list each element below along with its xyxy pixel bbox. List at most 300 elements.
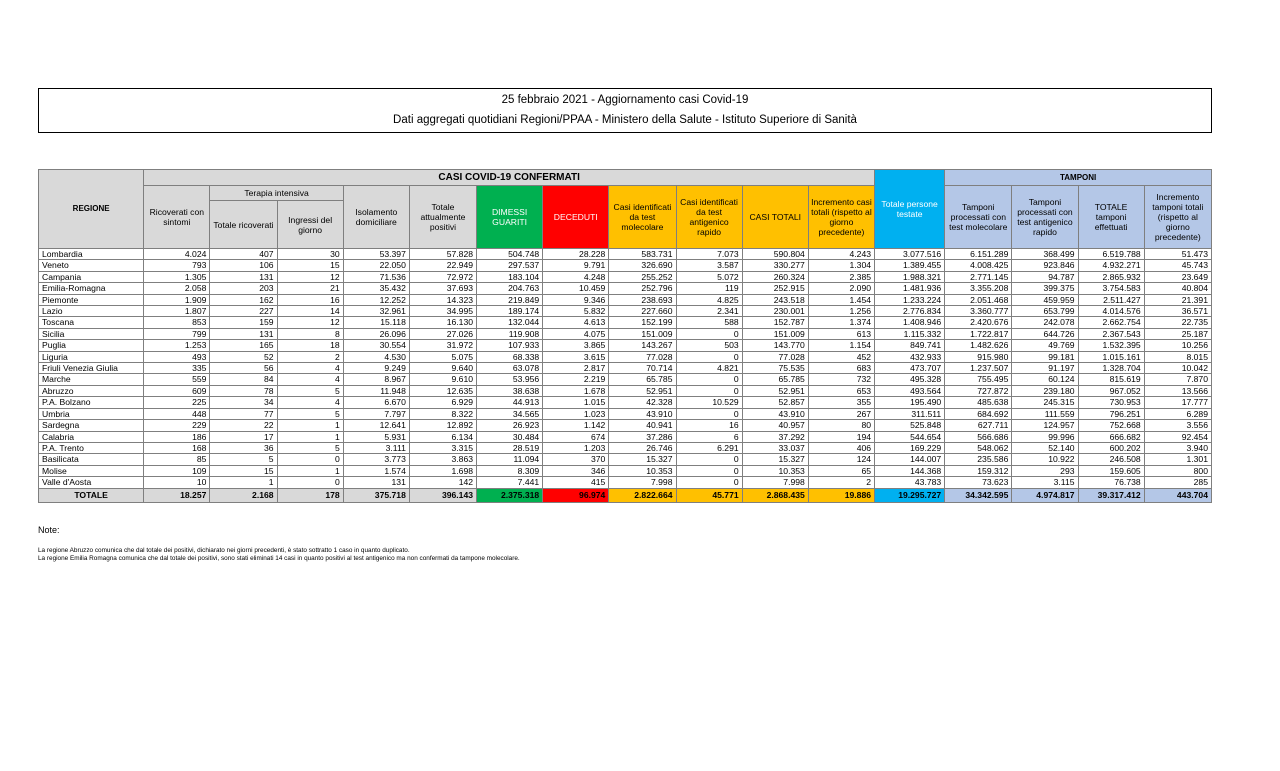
cell-totale-ricoverati: 77	[210, 408, 277, 419]
cell-tamponi-totale: 159.605	[1078, 465, 1144, 476]
cell-casi-molecolare: 10.353	[609, 465, 676, 476]
cell-ricoverati: 85	[144, 454, 210, 465]
cell-persone-testate: 43.783	[875, 477, 945, 488]
cell-deceduti: 5.832	[543, 306, 609, 317]
cell-dimessi-guariti: 2.375.318	[477, 488, 543, 502]
cell-ingressi: 14	[277, 306, 343, 317]
cell-totale-ricoverati: 407	[210, 249, 277, 260]
cell-ingressi: 4	[277, 374, 343, 385]
cell-casi-totali: 330.277	[742, 260, 808, 271]
cell-casi-molecolare: 238.693	[609, 294, 676, 305]
cell-casi-antigenico: 0	[676, 351, 742, 362]
cell-incremento-casi: 732	[808, 374, 874, 385]
col-header-attualmente-positivi: Totale attualmente positivi	[409, 186, 476, 249]
cell-casi-totali: 590.804	[742, 249, 808, 260]
cell-tamponi-antigenico: 242.078	[1012, 317, 1078, 328]
cell-attualmente-positivi: 14.323	[409, 294, 476, 305]
cell-deceduti: 1.142	[543, 420, 609, 431]
table-row	[39, 294, 1212, 305]
cell-isolamento: 71.536	[343, 271, 409, 282]
cell-tamponi-molecolare: 3.355.208	[945, 283, 1012, 294]
cell-tamponi-totale: 730.953	[1078, 397, 1144, 408]
cell-deceduti: 4.613	[543, 317, 609, 328]
cell-totale-ricoverati: 159	[210, 317, 277, 328]
cell-isolamento: 131	[343, 477, 409, 488]
col-header-persone-testate: Totale persone testate	[875, 170, 945, 249]
cell-tamponi-totale: 967.052	[1078, 385, 1144, 396]
cell-tamponi-antigenico: 99.181	[1012, 351, 1078, 362]
cell-deceduti: 3.865	[543, 340, 609, 351]
cell-dimessi-guariti: 68.338	[477, 351, 543, 362]
cell-persone-testate: 495.328	[875, 374, 945, 385]
cell-incremento-casi: 80	[808, 420, 874, 431]
cell-tamponi-antigenico: 923.846	[1012, 260, 1078, 271]
cell-persone-testate: 195.490	[875, 397, 945, 408]
cell-isolamento: 4.530	[343, 351, 409, 362]
col-header-tamponi-antigenico: Tamponi processati con test antigenico rapido	[1012, 186, 1078, 249]
cell-ingressi: 1	[277, 431, 343, 442]
cell-regione: P.A. Bolzano	[39, 397, 144, 408]
cell-attualmente-positivi: 396.143	[409, 488, 476, 502]
cell-tamponi-totale: 2.662.754	[1078, 317, 1144, 328]
cell-dimessi-guariti: 28.519	[477, 442, 543, 453]
cell-attualmente-positivi: 34.995	[409, 306, 476, 317]
cell-ricoverati: 335	[144, 363, 210, 374]
cell-casi-molecolare: 2.822.664	[609, 488, 676, 502]
cell-casi-totali: 7.998	[742, 477, 808, 488]
col-header-dimessi-guariti: DIMESSI GUARITI	[477, 186, 543, 249]
cell-isolamento: 7.797	[343, 408, 409, 419]
cell-persone-testate: 144.368	[875, 465, 945, 476]
cell-tamponi-antigenico: 245.315	[1012, 397, 1078, 408]
cell-isolamento: 375.718	[343, 488, 409, 502]
cell-persone-testate: 311.511	[875, 408, 945, 419]
cell-tamponi-totale: 666.682	[1078, 431, 1144, 442]
table-row	[39, 283, 1212, 294]
cell-regione: Marche	[39, 374, 144, 385]
cell-tamponi-molecolare: 548.062	[945, 442, 1012, 453]
cell-incremento-casi: 267	[808, 408, 874, 419]
cell-tamponi-totale: 600.202	[1078, 442, 1144, 453]
cell-incremento-tamponi: 10.042	[1144, 363, 1211, 374]
cell-ricoverati: 1.807	[144, 306, 210, 317]
notes-title: Note:	[38, 525, 60, 535]
cell-incremento-tamponi: 3.940	[1144, 442, 1211, 453]
note-line: La regione Emilia Romagna comunica che dal totale dei positivi, sono stati eliminati 14 casi in quanto positivi al test antigenico ma non confermati da tampone molecolare.	[38, 555, 520, 562]
band-tamponi: TAMPONI	[945, 170, 1212, 186]
cell-isolamento: 12.252	[343, 294, 409, 305]
table-row	[39, 454, 1212, 465]
cell-dimessi-guariti: 34.565	[477, 408, 543, 419]
cell-tamponi-molecolare: 566.686	[945, 431, 1012, 442]
cell-deceduti: 415	[543, 477, 609, 488]
cell-dimessi-guariti: 63.078	[477, 363, 543, 374]
cell-dimessi-guariti: 44.913	[477, 397, 543, 408]
cell-deceduti: 9.346	[543, 294, 609, 305]
cell-incremento-tamponi: 17.777	[1144, 397, 1211, 408]
cell-casi-totali: 65.785	[742, 374, 808, 385]
cell-attualmente-positivi: 12.635	[409, 385, 476, 396]
cell-totale-ricoverati: 17	[210, 431, 277, 442]
cell-casi-antigenico: 0	[676, 374, 742, 385]
cell-persone-testate: 849.741	[875, 340, 945, 351]
cell-casi-totali: 252.915	[742, 283, 808, 294]
cell-regione: Lazio	[39, 306, 144, 317]
cell-incremento-tamponi: 1.301	[1144, 454, 1211, 465]
cell-ingressi: 21	[277, 283, 343, 294]
cell-tamponi-antigenico: 368.499	[1012, 249, 1078, 260]
note-line: La regione Abruzzo comunica che dal totale dei positivi, dichiarato nei giorni precedenti, è stato sottratto 1 caso in quanto duplicato.	[38, 547, 410, 554]
cell-attualmente-positivi: 22.949	[409, 260, 476, 271]
cell-tamponi-molecolare: 1.237.507	[945, 363, 1012, 374]
cell-tamponi-totale: 6.519.788	[1078, 249, 1144, 260]
cell-casi-antigenico: 0	[676, 408, 742, 419]
cell-regione: Basilicata	[39, 454, 144, 465]
cell-regione: Sardegna	[39, 420, 144, 431]
col-header-isolamento: Isolamento domiciliare	[343, 186, 409, 249]
report-subtitle: Dati aggregati quotidiani Regioni/PPAA - Ministero della Salute - Istituto Superiore di Sanità	[393, 114, 857, 126]
col-header-incremento-casi: Incremento casi totali (rispetto al giorno precedente)	[808, 186, 874, 249]
col-header-ricoverati: Ricoverati con sintomi	[144, 186, 210, 249]
cell-isolamento: 3.773	[343, 454, 409, 465]
cell-casi-totali: 43.910	[742, 408, 808, 419]
cell-tamponi-antigenico: 99.996	[1012, 431, 1078, 442]
cell-persone-testate: 2.776.834	[875, 306, 945, 317]
cell-casi-molecolare: 43.910	[609, 408, 676, 419]
cell-tamponi-totale: 4.932.271	[1078, 260, 1144, 271]
cell-attualmente-positivi: 8.322	[409, 408, 476, 419]
cell-casi-antigenico: 503	[676, 340, 742, 351]
cell-dimessi-guariti: 107.933	[477, 340, 543, 351]
cell-attualmente-positivi: 27.026	[409, 328, 476, 339]
cell-persone-testate: 473.707	[875, 363, 945, 374]
table-row	[39, 351, 1212, 362]
cell-casi-totali: 52.857	[742, 397, 808, 408]
notes-section	[38, 525, 520, 563]
cell-isolamento: 30.554	[343, 340, 409, 351]
cell-deceduti: 4.248	[543, 271, 609, 282]
cell-isolamento: 5.931	[343, 431, 409, 442]
cell-casi-antigenico: 0	[676, 465, 742, 476]
cell-incremento-casi: 2.090	[808, 283, 874, 294]
cell-deceduti: 3.615	[543, 351, 609, 362]
cell-ricoverati: 109	[144, 465, 210, 476]
cell-tamponi-antigenico: 52.140	[1012, 442, 1078, 453]
cell-ingressi: 18	[277, 340, 343, 351]
cell-incremento-tamponi: 3.556	[1144, 420, 1211, 431]
table-row	[39, 385, 1212, 396]
cell-casi-antigenico: 10.529	[676, 397, 742, 408]
table-total-row	[39, 488, 1212, 502]
cell-casi-antigenico: 119	[676, 283, 742, 294]
cell-totale-ricoverati: 52	[210, 351, 277, 362]
cell-persone-testate: 1.481.936	[875, 283, 945, 294]
cell-totale-ricoverati: 22	[210, 420, 277, 431]
cell-attualmente-positivi: 9.610	[409, 374, 476, 385]
table-row	[39, 317, 1212, 328]
cell-totale-ricoverati: 36	[210, 442, 277, 453]
cell-tamponi-antigenico: 91.197	[1012, 363, 1078, 374]
cell-totale-ricoverati: 203	[210, 283, 277, 294]
cell-tamponi-antigenico: 4.974.817	[1012, 488, 1078, 502]
cell-deceduti: 96.974	[543, 488, 609, 502]
col-header-casi-totali: CASI TOTALI	[742, 186, 808, 249]
table-row	[39, 340, 1212, 351]
table-row	[39, 477, 1212, 488]
cell-isolamento: 12.641	[343, 420, 409, 431]
cell-ingressi: 1	[277, 465, 343, 476]
cell-regione: Toscana	[39, 317, 144, 328]
covid-data-table	[38, 169, 1212, 503]
cell-incremento-tamponi: 23.649	[1144, 271, 1211, 282]
table-row	[39, 431, 1212, 442]
cell-incremento-casi: 1.154	[808, 340, 874, 351]
cell-attualmente-positivi: 3.315	[409, 442, 476, 453]
table-row	[39, 260, 1212, 271]
cell-casi-totali: 243.518	[742, 294, 808, 305]
cell-casi-antigenico: 0	[676, 385, 742, 396]
cell-attualmente-positivi: 5.075	[409, 351, 476, 362]
cell-incremento-casi: 1.304	[808, 260, 874, 271]
cell-isolamento: 11.948	[343, 385, 409, 396]
cell-casi-antigenico: 7.073	[676, 249, 742, 260]
cell-incremento-casi: 355	[808, 397, 874, 408]
cell-persone-testate: 544.654	[875, 431, 945, 442]
cell-casi-totali: 151.009	[742, 328, 808, 339]
cell-incremento-casi: 452	[808, 351, 874, 362]
cell-deceduti: 1.678	[543, 385, 609, 396]
cell-dimessi-guariti: 53.956	[477, 374, 543, 385]
table-row	[39, 442, 1212, 453]
cell-attualmente-positivi: 31.972	[409, 340, 476, 351]
cell-incremento-tamponi: 285	[1144, 477, 1211, 488]
cell-ingressi: 12	[277, 317, 343, 328]
cell-totale-ricoverati: 84	[210, 374, 277, 385]
cell-dimessi-guariti: 204.763	[477, 283, 543, 294]
cell-isolamento: 35.432	[343, 283, 409, 294]
cell-dimessi-guariti: 183.104	[477, 271, 543, 282]
table-row	[39, 408, 1212, 419]
cell-tamponi-totale: 796.251	[1078, 408, 1144, 419]
cell-ingressi: 2	[277, 351, 343, 362]
cell-incremento-casi: 194	[808, 431, 874, 442]
cell-regione: Friuli Venezia Giulia	[39, 363, 144, 374]
table-row	[39, 249, 1212, 260]
cell-attualmente-positivi: 72.972	[409, 271, 476, 282]
cell-regione: Umbria	[39, 408, 144, 419]
report-header	[38, 88, 1212, 133]
cell-casi-totali: 40.957	[742, 420, 808, 431]
cell-tamponi-molecolare: 1.722.817	[945, 328, 1012, 339]
cell-persone-testate: 1.389.455	[875, 260, 945, 271]
table-body	[39, 249, 1212, 503]
cell-ricoverati: 225	[144, 397, 210, 408]
col-header-regione: REGIONE	[39, 170, 144, 249]
cell-casi-molecolare: 65.785	[609, 374, 676, 385]
cell-deceduti: 1.203	[543, 442, 609, 453]
cell-casi-totali: 260.324	[742, 271, 808, 282]
cell-regione: Puglia	[39, 340, 144, 351]
cell-casi-molecolare: 227.660	[609, 306, 676, 317]
cell-casi-antigenico: 0	[676, 454, 742, 465]
cell-casi-antigenico: 6.291	[676, 442, 742, 453]
cell-deceduti: 9.791	[543, 260, 609, 271]
cell-incremento-casi: 1.256	[808, 306, 874, 317]
cell-regione: Lombardia	[39, 249, 144, 260]
table-row	[39, 397, 1212, 408]
cell-regione: Liguria	[39, 351, 144, 362]
table-row	[39, 271, 1212, 282]
cell-totale-ricoverati: 78	[210, 385, 277, 396]
cell-casi-molecolare: 583.731	[609, 249, 676, 260]
cell-ricoverati: 168	[144, 442, 210, 453]
cell-casi-molecolare: 26.746	[609, 442, 676, 453]
cell-deceduti: 28.228	[543, 249, 609, 260]
cell-casi-totali: 2.868.435	[742, 488, 808, 502]
cell-casi-totali: 33.037	[742, 442, 808, 453]
cell-persone-testate: 144.007	[875, 454, 945, 465]
cell-incremento-tamponi: 40.804	[1144, 283, 1211, 294]
cell-attualmente-positivi: 57.828	[409, 249, 476, 260]
cell-incremento-tamponi: 51.473	[1144, 249, 1211, 260]
cell-incremento-casi: 19.886	[808, 488, 874, 502]
cell-persone-testate: 493.564	[875, 385, 945, 396]
cell-incremento-tamponi: 36.571	[1144, 306, 1211, 317]
cell-attualmente-positivi: 142	[409, 477, 476, 488]
cell-ingressi: 15	[277, 260, 343, 271]
cell-isolamento: 9.249	[343, 363, 409, 374]
cell-ingressi: 30	[277, 249, 343, 260]
cell-totale-ricoverati: 1	[210, 477, 277, 488]
cell-tamponi-totale: 3.754.583	[1078, 283, 1144, 294]
cell-tamponi-totale: 2.865.932	[1078, 271, 1144, 282]
cell-ricoverati: 609	[144, 385, 210, 396]
cell-deceduti: 4.075	[543, 328, 609, 339]
cell-incremento-casi: 1.454	[808, 294, 874, 305]
cell-incremento-tamponi: 22.735	[1144, 317, 1211, 328]
cell-casi-antigenico: 16	[676, 420, 742, 431]
cell-incremento-tamponi: 7.870	[1144, 374, 1211, 385]
cell-incremento-tamponi: 6.289	[1144, 408, 1211, 419]
cell-ingressi: 5	[277, 408, 343, 419]
band-terapia-intensiva: Terapia intensiva	[210, 186, 343, 201]
cell-regione: Sicilia	[39, 328, 144, 339]
cell-tamponi-antigenico: 10.922	[1012, 454, 1078, 465]
cell-tamponi-molecolare: 235.586	[945, 454, 1012, 465]
cell-dimessi-guariti: 11.094	[477, 454, 543, 465]
cell-ingressi: 4	[277, 363, 343, 374]
cell-persone-testate: 169.229	[875, 442, 945, 453]
cell-isolamento: 32.961	[343, 306, 409, 317]
cell-tamponi-molecolare: 6.151.289	[945, 249, 1012, 260]
cell-dimessi-guariti: 30.484	[477, 431, 543, 442]
cell-tamponi-antigenico: 3.115	[1012, 477, 1078, 488]
cell-tamponi-totale: 2.367.543	[1078, 328, 1144, 339]
cell-totale-ricoverati: 227	[210, 306, 277, 317]
cell-isolamento: 26.096	[343, 328, 409, 339]
cell-tamponi-molecolare: 684.692	[945, 408, 1012, 419]
cell-tamponi-totale: 246.508	[1078, 454, 1144, 465]
cell-casi-molecolare: 152.199	[609, 317, 676, 328]
cell-incremento-tamponi: 10.256	[1144, 340, 1211, 351]
cell-ingressi: 5	[277, 442, 343, 453]
cell-incremento-tamponi: 45.743	[1144, 260, 1211, 271]
cell-totale-ricoverati: 162	[210, 294, 277, 305]
cell-casi-totali: 37.292	[742, 431, 808, 442]
cell-isolamento: 22.050	[343, 260, 409, 271]
cell-regione: Molise	[39, 465, 144, 476]
cell-casi-antigenico: 0	[676, 328, 742, 339]
col-header-deceduti: DECEDUTI	[543, 186, 609, 249]
cell-deceduti: 2.219	[543, 374, 609, 385]
cell-persone-testate: 1.408.946	[875, 317, 945, 328]
cell-ingressi: 178	[277, 488, 343, 502]
cell-casi-totali: 15.327	[742, 454, 808, 465]
col-header-tamponi-molecolare: Tamponi processati con test molecolare	[945, 186, 1012, 249]
table-row	[39, 374, 1212, 385]
cell-totale-ricoverati: 34	[210, 397, 277, 408]
cell-persone-testate: 1.233.224	[875, 294, 945, 305]
cell-tamponi-molecolare: 755.495	[945, 374, 1012, 385]
cell-deceduti: 1.023	[543, 408, 609, 419]
cell-regione: Abruzzo	[39, 385, 144, 396]
cell-ricoverati: 229	[144, 420, 210, 431]
cell-totale-ricoverati: 5	[210, 454, 277, 465]
cell-regione: TOTALE	[39, 488, 144, 502]
cell-tamponi-antigenico: 94.787	[1012, 271, 1078, 282]
cell-attualmente-positivi: 6.929	[409, 397, 476, 408]
cell-ricoverati: 799	[144, 328, 210, 339]
cell-persone-testate: 525.848	[875, 420, 945, 431]
cell-ricoverati: 10	[144, 477, 210, 488]
cell-tamponi-molecolare: 3.360.777	[945, 306, 1012, 317]
cell-casi-antigenico: 3.587	[676, 260, 742, 271]
cell-incremento-casi: 65	[808, 465, 874, 476]
cell-isolamento: 8.967	[343, 374, 409, 385]
cell-casi-molecolare: 42.328	[609, 397, 676, 408]
col-header-tamponi-totale: TOTALE tamponi effettuati	[1078, 186, 1144, 249]
cell-tamponi-totale: 2.511.427	[1078, 294, 1144, 305]
cell-tamponi-antigenico: 111.559	[1012, 408, 1078, 419]
cell-casi-totali: 77.028	[742, 351, 808, 362]
cell-casi-molecolare: 70.714	[609, 363, 676, 374]
cell-ricoverati: 18.257	[144, 488, 210, 502]
cell-ricoverati: 853	[144, 317, 210, 328]
cell-incremento-casi: 4.243	[808, 249, 874, 260]
band-casi-confermati: CASI COVID-19 CONFERMATI	[144, 170, 875, 186]
table-row	[39, 328, 1212, 339]
cell-isolamento: 1.574	[343, 465, 409, 476]
cell-totale-ricoverati: 106	[210, 260, 277, 271]
cell-tamponi-totale: 815.619	[1078, 374, 1144, 385]
cell-tamponi-antigenico: 239.180	[1012, 385, 1078, 396]
cell-casi-molecolare: 255.252	[609, 271, 676, 282]
cell-incremento-casi: 124	[808, 454, 874, 465]
cell-incremento-tamponi: 13.566	[1144, 385, 1211, 396]
cell-casi-molecolare: 326.690	[609, 260, 676, 271]
cell-casi-molecolare: 151.009	[609, 328, 676, 339]
cell-ingressi: 4	[277, 397, 343, 408]
cell-casi-antigenico: 4.825	[676, 294, 742, 305]
cell-tamponi-molecolare: 1.482.626	[945, 340, 1012, 351]
cell-deceduti: 674	[543, 431, 609, 442]
cell-attualmente-positivi: 1.698	[409, 465, 476, 476]
cell-attualmente-positivi: 9.640	[409, 363, 476, 374]
table-row	[39, 363, 1212, 374]
cell-ricoverati: 1.253	[144, 340, 210, 351]
cell-tamponi-antigenico: 293	[1012, 465, 1078, 476]
cell-dimessi-guariti: 132.044	[477, 317, 543, 328]
